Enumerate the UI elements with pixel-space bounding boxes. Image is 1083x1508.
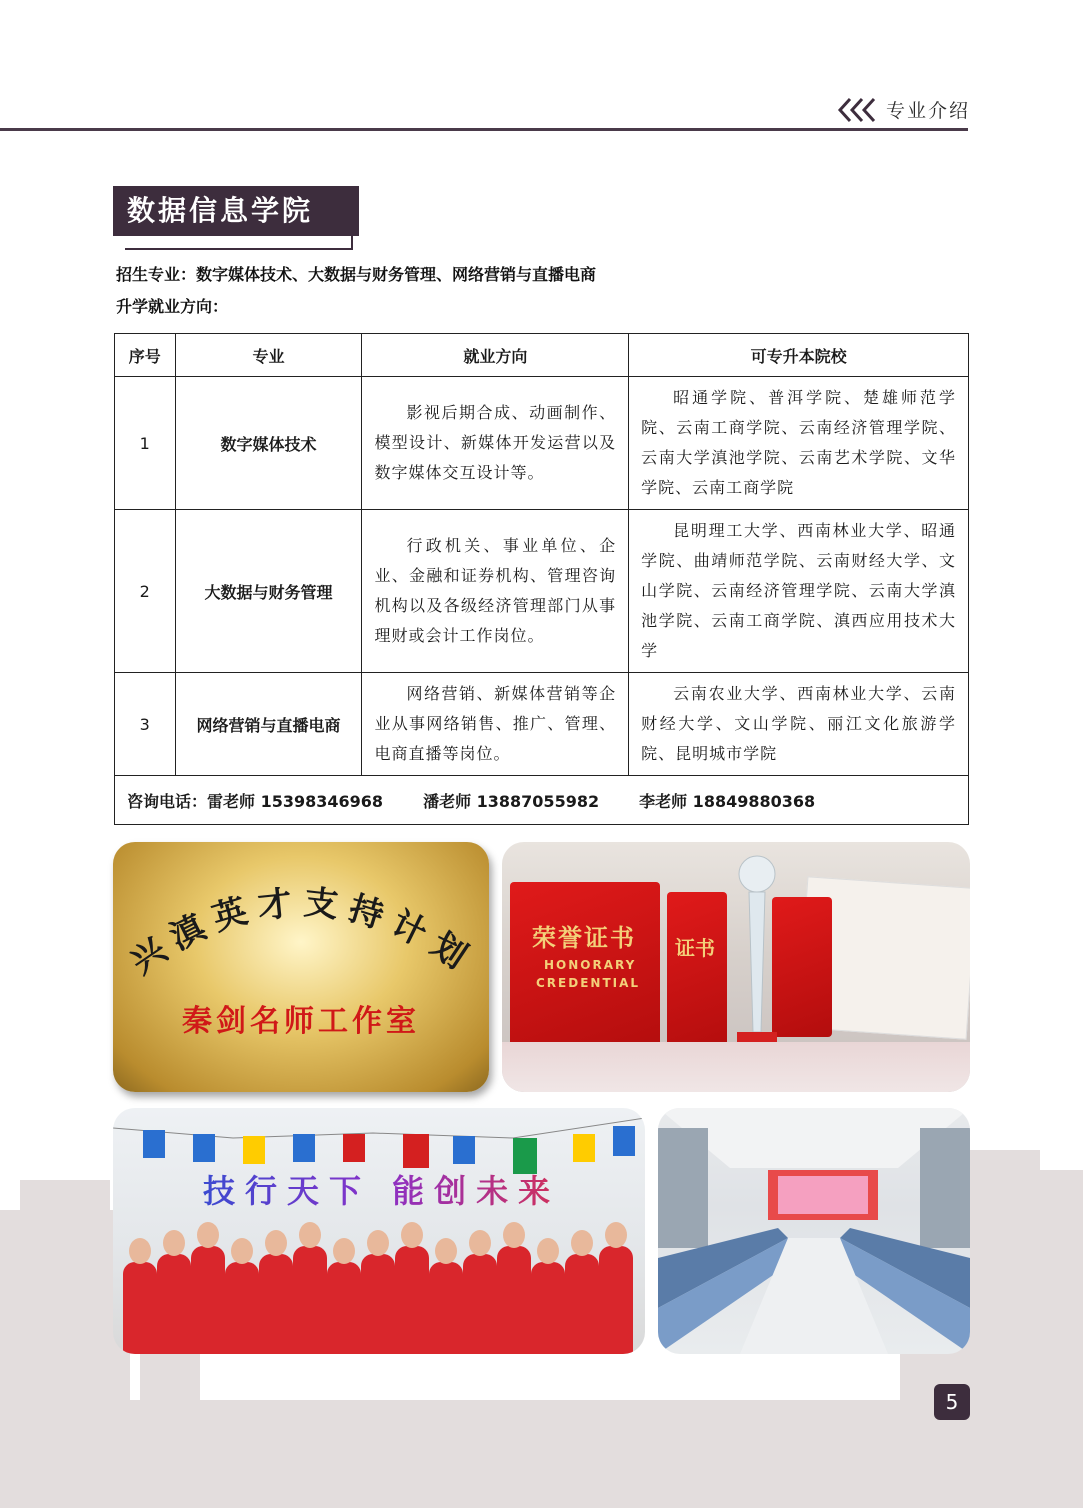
row-major: 网络营销与直播电商 — [175, 673, 362, 776]
person-figure — [565, 1254, 599, 1354]
majors-intro: 招生专业：数字媒体技术、大数据与财务管理、网络营销与直播电商 — [116, 265, 597, 284]
contact-label: 咨询电话： — [127, 791, 208, 811]
person-head — [299, 1222, 321, 1248]
plaque-arc-title — [113, 842, 489, 1092]
person-head — [605, 1222, 627, 1248]
header-jobs: 就业方向 — [362, 334, 629, 377]
row-no: 3 — [115, 673, 176, 776]
person-figure — [259, 1254, 293, 1354]
red-certificate-main — [510, 882, 660, 1052]
table-row — [115, 510, 969, 673]
person-figure — [361, 1254, 395, 1354]
cert-en-1: HONORARY — [544, 958, 637, 972]
red-certificate — [667, 892, 727, 1052]
person-head — [469, 1230, 491, 1256]
person-head — [129, 1238, 151, 1264]
cert-title: 荣誉证书 — [532, 924, 636, 952]
person-figure — [531, 1262, 565, 1354]
person-head — [163, 1230, 185, 1256]
person-figure — [599, 1246, 633, 1354]
person-figure — [157, 1254, 191, 1354]
person-head — [571, 1230, 593, 1256]
person-head — [435, 1238, 457, 1264]
row-jobs: 影视后期合成、动画制作、模型设计、新媒体开发运营以及数字媒体交互设计等。 — [374, 403, 617, 482]
person-figure — [327, 1262, 361, 1354]
row-no: 1 — [115, 377, 176, 510]
plaque-subtitle: 秦剑名师工作室 — [182, 1004, 420, 1039]
person-head — [537, 1238, 559, 1264]
majors-table — [114, 333, 969, 825]
direction-intro: 升学就业方向： — [116, 297, 229, 316]
person-head — [401, 1222, 423, 1248]
person-figure — [123, 1262, 157, 1354]
person-figure — [429, 1262, 463, 1354]
team-photo — [113, 1108, 645, 1354]
header-no: 序号 — [115, 334, 176, 377]
section-title-text: 数据信息学院 — [113, 186, 351, 236]
person-head — [231, 1238, 253, 1264]
person-figure — [395, 1246, 429, 1354]
lab-illustration — [658, 1108, 970, 1354]
header-section-label: 专业介绍 — [886, 100, 971, 122]
cert-side-label: 证书 — [675, 936, 715, 960]
table-row — [115, 673, 969, 776]
row-major: 数字媒体技术 — [175, 377, 362, 510]
header-schools: 可专升本院校 — [629, 334, 969, 377]
header-divider — [0, 128, 968, 131]
row-schools: 云南农业大学、西南林业大学、云南财经大学、文山学院、丽江文化旅游学院、昆明城市学院 — [641, 684, 956, 763]
contact-row — [115, 776, 969, 825]
chevrons-left-icon — [836, 97, 882, 123]
contact-teacher-3: 李老师 18849880368 — [639, 791, 816, 811]
person-figure — [191, 1246, 225, 1354]
person-figure — [293, 1246, 327, 1354]
person-figure — [225, 1262, 259, 1354]
svg-text:兴滇英才支持计划: 兴滇英才支持计划 — [123, 882, 483, 983]
cert-en-2: CREDENTIAL — [536, 976, 641, 990]
person-head — [265, 1230, 287, 1256]
row-major: 大数据与财务管理 — [175, 510, 362, 673]
person-head — [503, 1222, 525, 1248]
row-schools: 昭通学院、普洱学院、楚雄师范学院、云南工商学院、云南经济管理学院、云南大学滇池学院、云南艺术学院、文华学院、云南工商学院 — [641, 388, 956, 497]
row-jobs: 行政机关、事业单位、企业、金融和证券机构、管理咨询机构以及各级经济管理部门从事理财或会计工作岗位。 — [374, 536, 617, 645]
table-surface — [502, 1042, 970, 1092]
header-major: 专业 — [175, 334, 362, 377]
plaque-photo — [113, 842, 489, 1092]
person-figure — [463, 1254, 497, 1354]
contact-teacher-1: 雷老师 15398346968 — [207, 791, 384, 811]
team-slogan: 技行天下 能创未来 — [203, 1172, 561, 1210]
header-section-tab — [836, 96, 970, 123]
page-number: 5 — [934, 1384, 970, 1420]
row-jobs: 网络营销、新媒体营销等企业从事网络销售、推广、管理、电商直播等岗位。 — [374, 684, 617, 763]
person-head — [367, 1230, 389, 1256]
table-header-row — [115, 334, 969, 377]
section-title — [113, 186, 351, 236]
person-head — [333, 1238, 355, 1264]
contact-teacher-2: 潘老师 13887055982 — [423, 791, 600, 811]
person-figure — [497, 1246, 531, 1354]
computer-lab-photo — [658, 1108, 970, 1354]
row-no: 2 — [115, 510, 176, 673]
trophy-icon — [727, 852, 787, 1072]
table-row — [115, 377, 969, 510]
awards-photo — [502, 842, 970, 1092]
person-head — [197, 1222, 219, 1248]
row-schools: 昆明理工大学、西南林业大学、昭通学院、曲靖师范学院、云南财经大学、文山学院、云南经济管理学院、云南大学滇池学院、云南工商学院、滇西应用技术大学 — [641, 521, 956, 660]
